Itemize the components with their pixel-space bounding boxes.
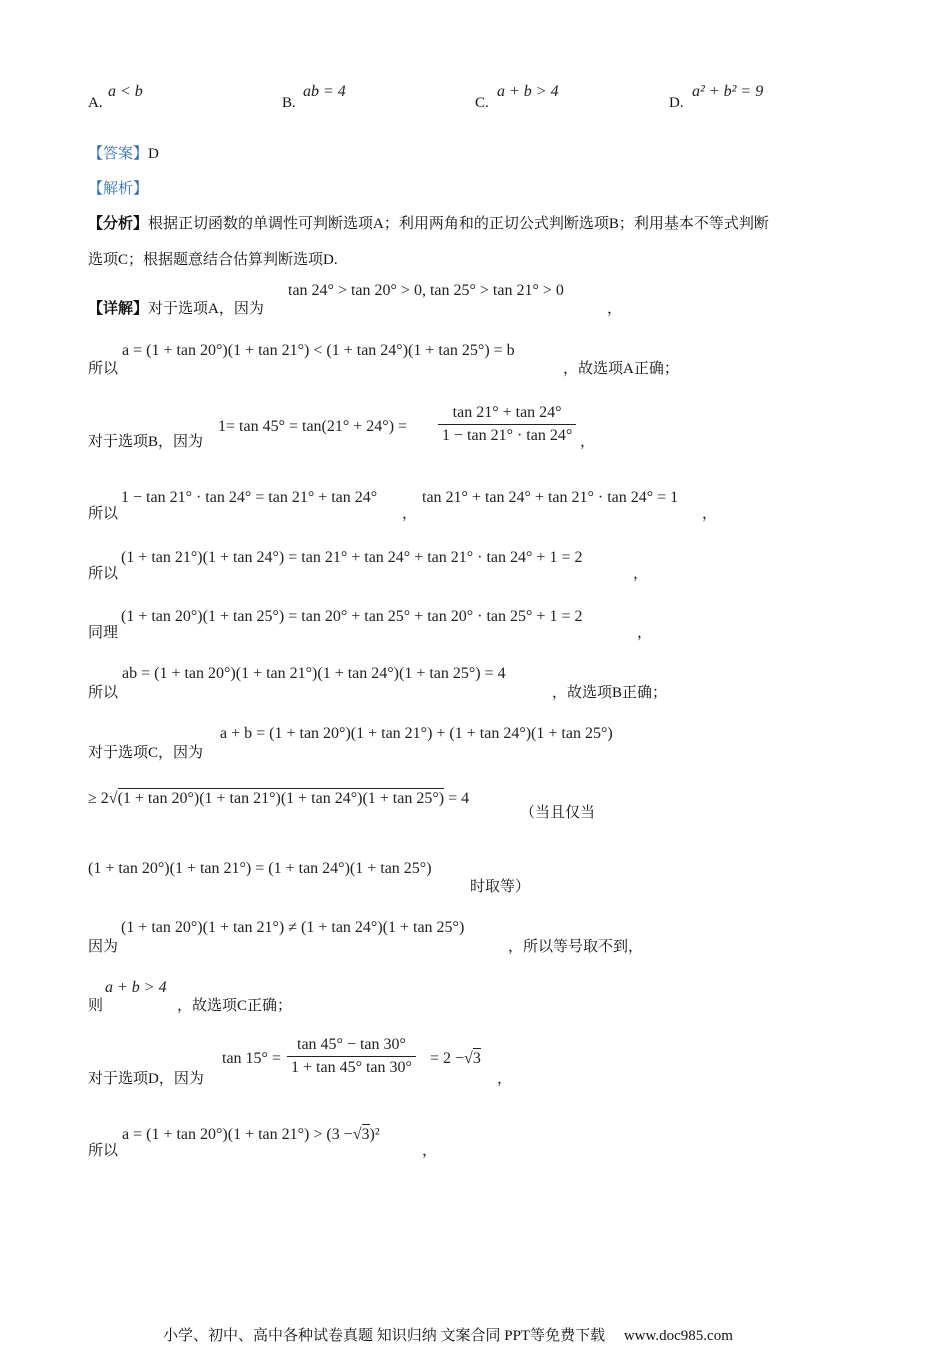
detail-l13-math-b-group	[430, 1050, 481, 1068]
analysis-text-1: 根据正切函数的单调性可判断选项A；利用两角和的正切公式判断选项B；利用基本不等式判断	[148, 216, 769, 232]
detail-l4-math-a: 1 − tan 21° · tan 24° = tan 21° + tan 24°	[121, 489, 378, 506]
detail-l11-text: 因为	[88, 939, 119, 955]
detail-l13-math-b: = 2 −	[430, 1050, 465, 1067]
detail-l6-math: (1 + tan 20°)(1 + tan 25°) = tan 20° + tan 25° + tan 20° · tan 25° + 1 = 2	[121, 608, 583, 625]
detail-l2-math: a = (1 + tan 20°)(1 + tan 21°) < (1 + tan 24°)(1 + tan 25°) = b	[122, 342, 515, 359]
detail-l13-end: ，	[497, 1071, 513, 1087]
detail-l3-text: 对于选项B，因为	[88, 434, 204, 450]
detail-l3-end: ，	[580, 434, 596, 450]
option-a-expr: a < b	[108, 83, 143, 100]
detail-l7-math: ab = (1 + tan 20°)(1 + tan 21°)(1 + tan 24°)(1 + tan 25°) = 4	[122, 665, 506, 682]
detail-l13-numerator: tan 45° − tan 30°	[287, 1036, 416, 1057]
detail-l5-end: ，	[633, 566, 649, 582]
option-a-label: A.	[88, 95, 103, 111]
detail-l5-text: 所以	[88, 566, 119, 582]
detail-l11-end: ，所以等号取不到，	[508, 939, 644, 955]
detail-l13-fraction	[287, 1036, 416, 1077]
detail-l9-end: （当且仅当	[520, 805, 596, 821]
analysis-heading: 【解析】	[88, 181, 149, 197]
detail-l3-fraction	[438, 404, 576, 445]
analysis-tag: 【分析】	[88, 216, 149, 232]
detail-l13-sqrt: 3	[472, 1050, 481, 1067]
detail-l2-text: 所以	[88, 361, 119, 377]
option-d-expr: a² + b² = 9	[692, 83, 764, 100]
detail-l7-end: ，故选项B正确；	[552, 685, 668, 701]
analysis-line-2: 选项C；根据题意结合估算判断选项D.	[88, 252, 338, 268]
detail-l1-text: 对于选项A，因为	[148, 301, 264, 317]
detail-l10-end: 时取等）	[470, 879, 531, 895]
detail-l14-text: 所以	[88, 1143, 119, 1159]
sqrt-radical-icon: √	[352, 1126, 362, 1143]
detail-l8-text: 对于选项C，因为	[88, 745, 204, 761]
detail-l7-text: 所以	[88, 685, 119, 701]
detail-l9-math	[88, 790, 469, 808]
detail-l3-numerator: tan 21° + tan 24°	[438, 404, 576, 425]
sqrt-radical-icon: √	[108, 790, 118, 807]
detail-l14-end: ，	[422, 1143, 438, 1159]
detail-line-1	[88, 297, 264, 318]
detail-l4-text: 所以	[88, 506, 119, 522]
option-d-label: D.	[669, 95, 684, 111]
detail-l12-end: ，故选项C正确；	[177, 998, 293, 1014]
detail-l1-end: ，	[607, 301, 623, 317]
answer-value: D	[148, 146, 159, 162]
detail-l4-end: ，	[702, 506, 718, 522]
detail-l12-math: a + b > 4	[105, 979, 167, 996]
detail-l4-sep: ，	[402, 506, 418, 522]
page-footer: 小学、初中、高中各种试卷真题 知识归纳 文案合同 PPT等免费下载 www.doc985.com	[163, 1328, 733, 1344]
detail-l9-math-a: ≥ 2	[88, 790, 109, 807]
detail-tag: 【详解】	[88, 301, 149, 317]
detail-l9-math-b: = 4	[448, 790, 470, 807]
detail-l1-math: tan 24° > tan 20° > 0, tan 25° > tan 21° > 0	[288, 282, 564, 299]
detail-l5-math: (1 + tan 21°)(1 + tan 24°) = tan 21° + tan 24° + tan 21° · tan 24° + 1 = 2	[121, 549, 583, 566]
detail-l14-math	[122, 1126, 380, 1144]
option-b-label: B.	[282, 95, 296, 111]
sqrt-radical-icon: √	[464, 1050, 473, 1067]
detail-l13-text: 对于选项D，因为	[88, 1071, 204, 1087]
detail-l3-denominator: 1 − tan 21° · tan 24°	[442, 427, 573, 444]
detail-l2-end: ，故选项A正确；	[563, 361, 679, 377]
detail-l13-math-a: tan 15° =	[222, 1050, 281, 1067]
detail-l6-end: ，	[637, 625, 653, 641]
detail-l9-sqrt: (1 + tan 20°)(1 + tan 21°)(1 + tan 24°)(1 + tan 25°)	[117, 790, 445, 807]
detail-l12-text: 则	[88, 998, 104, 1014]
detail-l11-math: (1 + tan 20°)(1 + tan 21°) ≠ (1 + tan 24°)(1 + tan 25°)	[121, 919, 465, 936]
answer-line	[88, 142, 159, 163]
detail-l14-math-a: a = (1 + tan 20°)(1 + tan 21°) > (3 −	[122, 1126, 353, 1143]
option-c-label: C.	[475, 95, 489, 111]
detail-l14-sqrt: 3	[361, 1126, 370, 1143]
option-c-expr: a + b > 4	[497, 83, 559, 100]
detail-l8-math: a + b = (1 + tan 20°)(1 + tan 21°) + (1 + tan 24°)(1 + tan 25°)	[220, 725, 613, 742]
detail-l13-denominator: 1 + tan 45° tan 30°	[291, 1059, 412, 1076]
option-b-expr: ab = 4	[303, 83, 346, 100]
analysis-line-1	[88, 212, 769, 233]
detail-l3-math-a: 1= tan 45° = tan(21° + 24°) =	[218, 418, 408, 435]
detail-l4-math-b: tan 21° + tan 24° + tan 21° · tan 24° = 1	[422, 489, 679, 506]
detail-l6-text: 同理	[88, 625, 119, 641]
answer-tag: 【答案】	[88, 146, 149, 162]
detail-l10-math: (1 + tan 20°)(1 + tan 21°) = (1 + tan 24°)(1 + tan 25°)	[88, 860, 432, 877]
detail-l14-math-b: )²	[369, 1126, 380, 1143]
